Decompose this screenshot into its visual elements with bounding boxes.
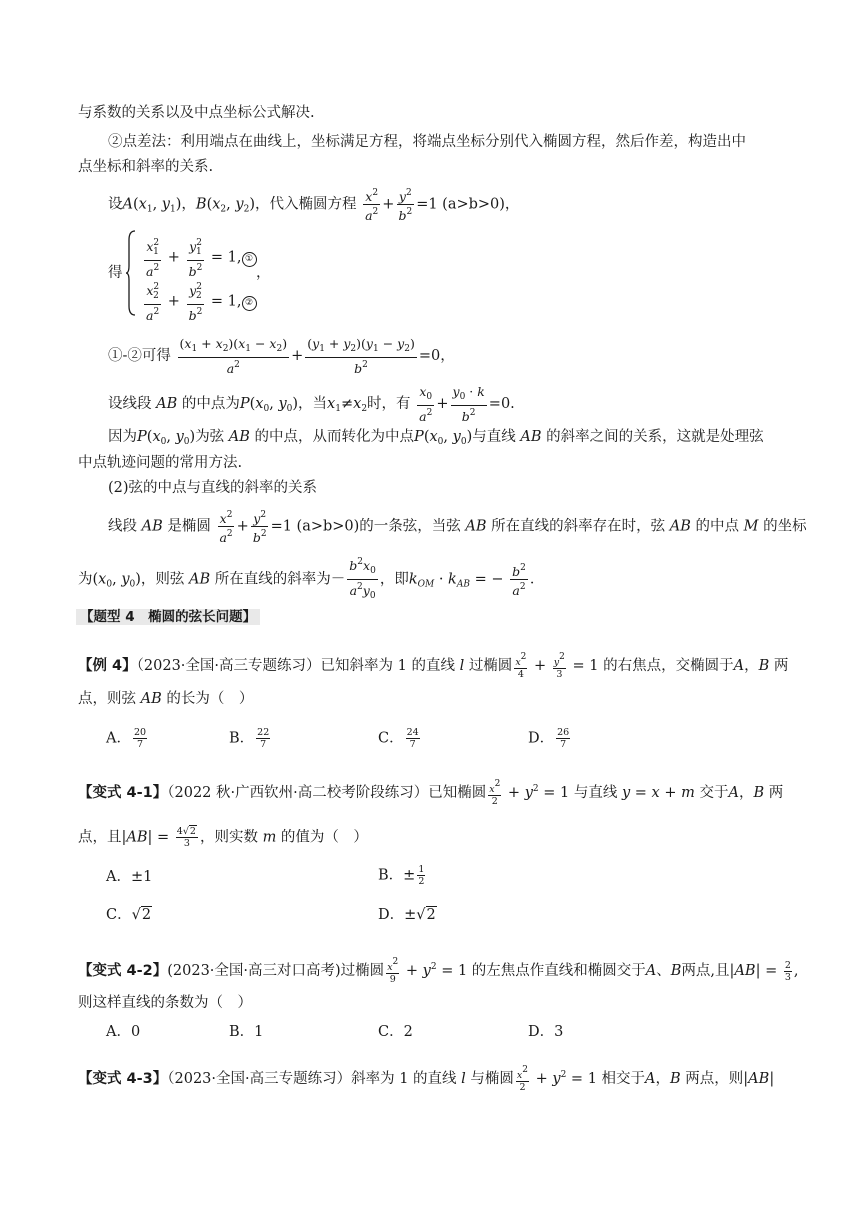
paragraph-line [78,156,213,178]
fraction: $\frac{24}{7}$ [406,727,419,750]
question-line: 点，则弦 AB 的长为（ ） [78,691,254,707]
text: 的长为（ ） [166,691,254,707]
fraction: $\frac{x^2}{a^2}$ [365,188,379,223]
text: ①-②可得 [108,348,171,364]
text: 的左焦点作直线和椭圆交于 [471,963,646,979]
text: 两点，则 [685,1071,744,1087]
text: 相交于 [601,1071,646,1087]
fraction: $\frac{20}{7}$ [133,727,147,750]
option-c[interactable]: C．√2 [106,907,152,923]
brace-icon [126,230,136,316]
option-label: D．± [378,907,417,923]
text: 则这样直线的条数为（ ） [78,995,252,1011]
text: 的中点为 [181,396,240,412]
text: 与直线 [573,785,618,801]
text: 所在直线的斜率存在时，弦 [491,518,666,535]
text: 点，则弦 [78,691,136,707]
text: =0， [418,348,455,364]
fraction: $\frac{x^2_1}{a^2}$ [146,238,160,279]
text: ，则实数 [199,829,258,846]
text: (2023·全国·高三对口高考)过椭圆 [167,963,385,979]
question-tag: 【变式 4-3】 [78,1071,168,1087]
fraction: $\frac{4√2}{3}$ [176,826,196,849]
fraction: $\frac{x_0}{a^2}$ [419,384,433,424]
text: ，即 [379,571,409,588]
system-eq-1: $\frac{x^2_1}{a^2}$ + $\frac{y^2_1}{b^2}$ = 1, ① [142,236,257,279]
option-c[interactable] [378,727,422,750]
text: 的右焦点，交椭圆于 [603,658,734,674]
paragraph-line [108,477,317,499]
text: 所在直线的斜率为－ [214,571,346,588]
question-line [78,992,252,1014]
text: 的坐标 [763,518,807,535]
section-title: 【题型 4 椭圆的弦长问题】 [76,609,260,625]
text: 点坐标和斜率的关系. [78,159,214,175]
text: ，代入椭圆方程 [254,196,357,213]
text: 两 [768,785,784,801]
text: 得 [108,265,123,281]
option-label: A．±1 [106,869,153,885]
fraction: $\frac{1}{2}$ [418,864,425,887]
question-tag: 【变式 4-1】 [78,785,168,801]
text: 线段 [108,518,137,535]
option-label: B． [229,730,255,747]
question-tag: 【例 4】 [78,658,137,674]
fraction: $\frac{y_0 \cdot k}{b^2}$ [452,384,485,424]
section-header [76,606,260,628]
option-d[interactable] [528,727,572,750]
option-b[interactable] [378,864,427,887]
system-label [108,262,123,284]
text: 为 [78,571,93,588]
paragraph-line: 因为$P(x_0$, $y_0$)为弦 AB 的中点，从而转化为中点$P(x_0$, $y_0$)与直线 AB 的斜率之间的关系，这就是处理弦 [108,429,764,447]
option-a[interactable] [106,1021,140,1043]
text: ，当 [298,396,328,412]
option-a[interactable] [106,866,152,888]
text: 设 [108,196,123,213]
paragraph-line [78,452,242,474]
question-line: 【变式 4-2】(2023·全国·高三对口高考)过椭圆 $\frac{x2}{9}$ + $y^2 = 1$ 的左焦点作直线和椭圆交于A、B两点,且|AB| = $\frac{2}{3}$ , [78,957,799,985]
fraction: $\frac{x^2_2}{a^2}$ [146,282,160,323]
paragraph-line: 设线段 AB 的中点为$P(x_0$, $y_0$)，当$x_1\ne x_2$时，有 $\frac{x_0}{a^2}$ + $\frac{y_0 \cdot k}{b^2}$ =0. [108,384,515,424]
fraction: $\frac{b^2}{a^2}$ [512,563,526,598]
question-line: 【变式 4-1】（2022 秋·广西钦州·高二校考阶段练习）已知椭圆 $\frac{x2}{2}$ + $y^2 = 1$ 与直线 y = x + m 交于A，B 两 [78,779,784,807]
text: ， [256,265,271,281]
text: 两点,且 [681,963,730,979]
fraction: $\frac{2}{3}$ [784,959,791,983]
text: ②点差法：利用端点在曲线上，坐标满足方程，将端点坐标分别代入椭圆方程，然后作差，构造出中 [108,134,746,150]
option-d[interactable] [528,1021,563,1043]
fraction: $\frac{x2}{9}$ [387,957,399,985]
fraction: $\frac{y2}{3}$ [553,652,565,680]
option-label: B．± [378,867,416,884]
fraction: $\frac{(x_1 + x_2)(x_1 - x_2)}{a^2}$ [179,336,288,376]
option-b[interactable] [229,727,272,750]
text: 两 [773,658,789,674]
fraction: $\frac{x2}{2}$ [516,1065,529,1093]
text: ，则弦 [140,571,185,588]
text: 过椭圆 [468,658,513,674]
fraction: $\frac{y^2}{b^2}$ [252,510,267,545]
paragraph-line: ①-②可得 $\frac{(x_1 + x_2)(x_1 - x_2)}{a^2}$ + $\frac{(y_1 + y_2)(y_1 - y_2)}{b^2}$ =0， [108,336,455,376]
fraction: $\frac{y^2}{b^2}$ [398,188,413,223]
text: （2023·全国·高三专题练习）已知斜率为 1 的直线 [136,658,455,674]
fraction: $\frac{b^2x_0}{a^2y_0}$ [349,557,376,601]
system-eq-2: $\frac{x^2_2}{a^2}$ + $\frac{y^2_2}{b^2}$ = 1, ② [142,280,257,323]
option-label: B．1 [229,1024,264,1040]
text: (2)弦的中点与直线的斜率的关系 [108,480,318,496]
text: 的斜率之间的关系，这就是处理弦 [546,429,764,445]
text: （2023·全国·高三专题练习）斜率为 1 的直线 [167,1071,457,1087]
paragraph-line: 设$A(x_1$, $y_1$)，$B(x_2$, $y_2$)，代入椭圆方程 $\frac{x^2}{a^2}$ + $\frac{y^2}{b^2}$ =1 (a>b>0)， [108,188,520,223]
option-label: A．0 [106,1024,141,1040]
question-line: 【例 4】（2023·全国·高三专题练习）已知斜率为 1 的直线 l 过椭圆 $\frac{x2}{4}$ + $\frac{y2}{3}$ = 1 的右焦点，交椭圆于A，B 两 [78,652,789,680]
fraction: $\frac{(y_1 + y_2)(y_1 - y_2)}{b^2}$ [307,336,415,376]
text: =0. [488,396,515,412]
text: 与系数的关系以及中点坐标公式解决. [78,105,315,121]
text: 的中点 [695,518,740,535]
text: 与直线 [472,429,516,445]
fraction: $\frac{26}{7}$ [557,727,570,750]
text: 设线段 [108,396,152,412]
circled-number: ① [242,252,257,267]
paragraph-line [78,102,315,124]
fraction: $\frac{y^2_2}{b^2}$ [188,282,203,323]
text: 与椭圆 [470,1071,514,1087]
option-label: D．3 [528,1024,564,1040]
option-label: A． [106,730,131,747]
text: =1 (a>b>0)， [416,196,520,213]
question-tag: 【变式 4-2】 [78,963,168,979]
text: 是椭圆 [167,518,211,535]
text: 中点轨迹问题的常用方法. [78,455,243,471]
fraction: $\frac{x^2}{a^2}$ [219,510,233,545]
text: ． [529,571,545,588]
fraction: $\frac{22}{7}$ [257,727,270,750]
question-line: 点，且|AB| = $\frac{4√2}{3}$ ，则实数 m 的值为（ ） [78,826,368,849]
option-label: C． [106,907,132,923]
fraction: $\frac{x2}{2}$ [489,779,501,807]
option-label: D． [528,730,555,747]
text: 的中点，从而转化为中点 [254,429,415,445]
text: 因为 [108,429,137,445]
paragraph-line: 为($x_0$, $y_0$)，则弦 AB 所在直线的斜率为－ $\frac{b^2x_0}{a^2y_0}$ ，即$k_{OM} \cdot k_{AB}$ = − $\frac{b^2}{a^2}$ ． [78,555,544,604]
fraction: $\frac{y^2_1}{b^2}$ [188,238,203,279]
question-line: 【变式 4-3】（2023·全国·高三专题练习）斜率为 1 的直线 l 与椭圆 $\frac{x2}{2}$ + $y^2 = 1$ 相交于A，B 两点，则|AB| [78,1065,775,1093]
option-a[interactable] [106,727,149,750]
circled-number: ② [242,296,257,311]
text: （2022 秋·广西钦州·高二校考阶段练习）已知椭圆 [167,785,487,801]
paragraph-line: 线段 AB 是椭圆 $\frac{x^2}{a^2}$ + $\frac{y^2}{b^2}$ =1 (a>b>0)的一条弦，当弦 AB 所在直线的斜率存在时，弦 AB 的中点 M 的坐标 [108,510,807,545]
text: 的值为（ ） [280,829,368,846]
text: 为弦 [195,429,225,445]
paragraph-line [108,131,746,153]
option-label: C．2 [378,1024,413,1040]
system-end [256,262,271,284]
option-c[interactable] [378,1021,413,1043]
option-label: C． [378,730,404,747]
text: =1 (a>b>0)的一条弦，当弦 [270,518,461,535]
fraction: $\frac{x2}{4}$ [515,652,527,680]
option-b[interactable] [229,1021,263,1043]
text: 点，且 [78,829,122,846]
option-d[interactable]: D．±√2 [378,907,436,923]
text: 时，有 [367,396,411,412]
text: 交于 [699,785,729,801]
